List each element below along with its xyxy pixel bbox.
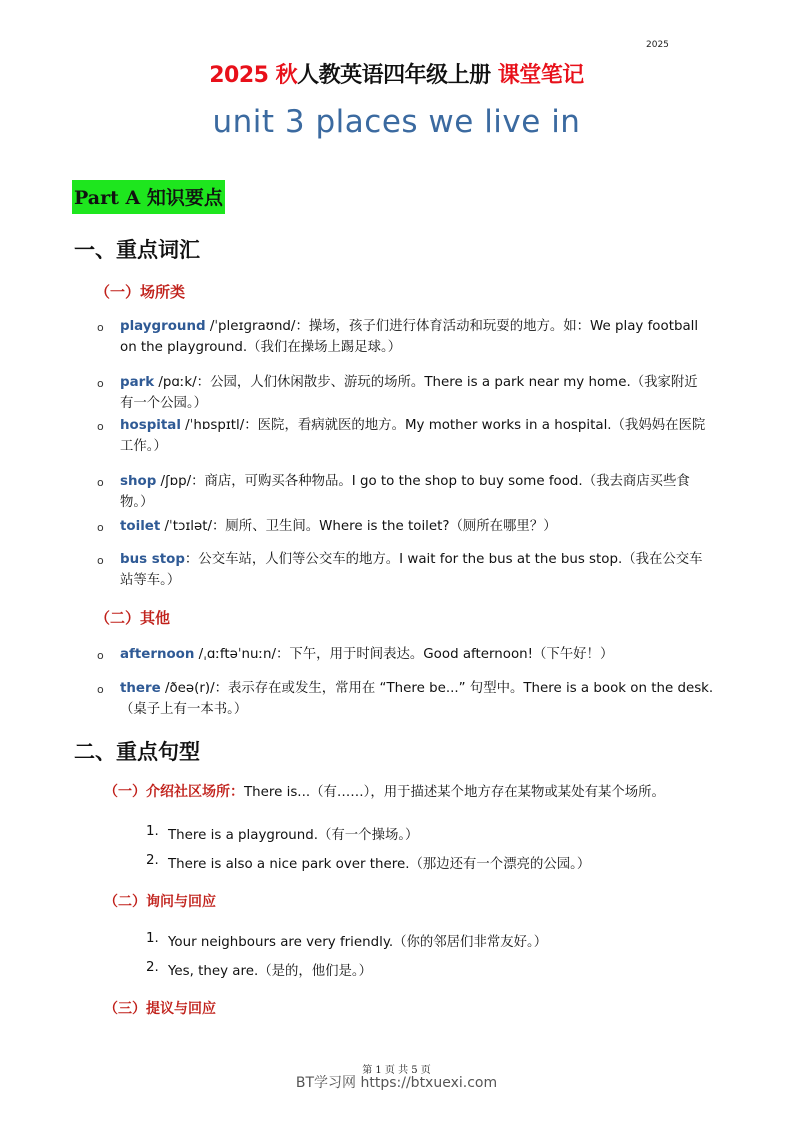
vocab-item-toilet: toilet /ˈtɔɪlət/：厕所、卫生间。Where is the toilet?（厕所在哪里？） bbox=[120, 519, 557, 534]
vocab-item-afternoon: afternoon /ˌɑːftəˈnuːn/：下午，用于时间表达。Good afternoon!（下午好！） bbox=[120, 647, 614, 662]
bullet: o bbox=[97, 321, 104, 334]
vocab-item-bus-stop: bus stop：公交车站，人们等公交车的地方。I wait for the bus at the bus stop.（我在公交车 站等车。） bbox=[120, 552, 703, 588]
bullet: o bbox=[97, 377, 104, 390]
section1-sub1: （一）场所类 bbox=[95, 283, 186, 301]
section2-sub2: （二）询问与回应 bbox=[104, 894, 216, 910]
bullet: o bbox=[97, 521, 104, 534]
bullet: o bbox=[97, 476, 104, 489]
list-item: There is a playground.（有一个操场。） bbox=[168, 828, 419, 843]
title-book: 人教英语四年级上册 bbox=[297, 63, 491, 88]
section2-sub3: （三）提议与回应 bbox=[104, 1001, 216, 1017]
bullet: o bbox=[97, 683, 104, 696]
vocab-item-park: park /pɑːk/：公园，人们休闲散步、游玩的场所。There is a park near my home.（我家附近 有一个公园。） bbox=[120, 375, 698, 411]
list-number: 1. bbox=[146, 824, 159, 839]
list-item: Yes, they are.（是的，他们是。） bbox=[168, 964, 373, 979]
list-number: 1. bbox=[146, 931, 159, 946]
section2-sub1: （一）介绍社区场所：There is...（有……），用于描述某个地方存在某物或某处有某个场所。 bbox=[104, 784, 665, 800]
title-year: 2025 秋 bbox=[209, 63, 298, 88]
corner-year: 2025 bbox=[646, 40, 669, 50]
unit-title: unit 3 places we live in bbox=[212, 104, 581, 140]
section1-sub2: （二）其他 bbox=[95, 609, 171, 627]
vocab-item-hospital: hospital /ˈhɒspɪtl/：医院，看病就医的地方。My mother works in a hospital.（我妈妈在医院 工作。） bbox=[120, 418, 706, 454]
site-watermark: BT学习网 https://btxuexi.com bbox=[295, 1075, 498, 1091]
bullet: o bbox=[97, 649, 104, 662]
list-item: There is also a nice park over there.（那边还有一个漂亮的公园。） bbox=[168, 857, 591, 872]
list-number: 2. bbox=[146, 853, 159, 868]
vocab-item-playground: playground /ˈpleɪɡraʊnd/：操场，孩子们进行体育活动和玩耍的地方。如：We play football on the playground.（我们在操场上踢足球。） bbox=[120, 319, 699, 355]
section1-heading: 一、重点词汇 bbox=[74, 237, 200, 262]
bullet: o bbox=[97, 554, 104, 567]
section2-heading: 二、重点句型 bbox=[74, 739, 200, 764]
page-number: 第 1 页 共 5 页 bbox=[362, 1065, 431, 1076]
list-item: Your neighbours are very friendly.（你的邻居们非常友好。） bbox=[168, 935, 548, 950]
page-title bbox=[0, 58, 793, 89]
bullet: o bbox=[97, 420, 104, 433]
part-a-heading: Part A 知识要点 bbox=[72, 180, 225, 214]
vocab-item-shop: shop /ʃɒp/：商店，可购买各种物品。I go to the shop to buy some food.（我去商店买些食 物。） bbox=[120, 474, 690, 510]
vocab-item-there: there /ðeə(r)/：表示存在或发生，常用在 “There be...” 句型中。There is a book on the desk. （桌子上有一本书。） bbox=[120, 681, 714, 717]
list-number: 2. bbox=[146, 960, 159, 975]
title-notes: 课堂笔记 bbox=[497, 63, 584, 88]
